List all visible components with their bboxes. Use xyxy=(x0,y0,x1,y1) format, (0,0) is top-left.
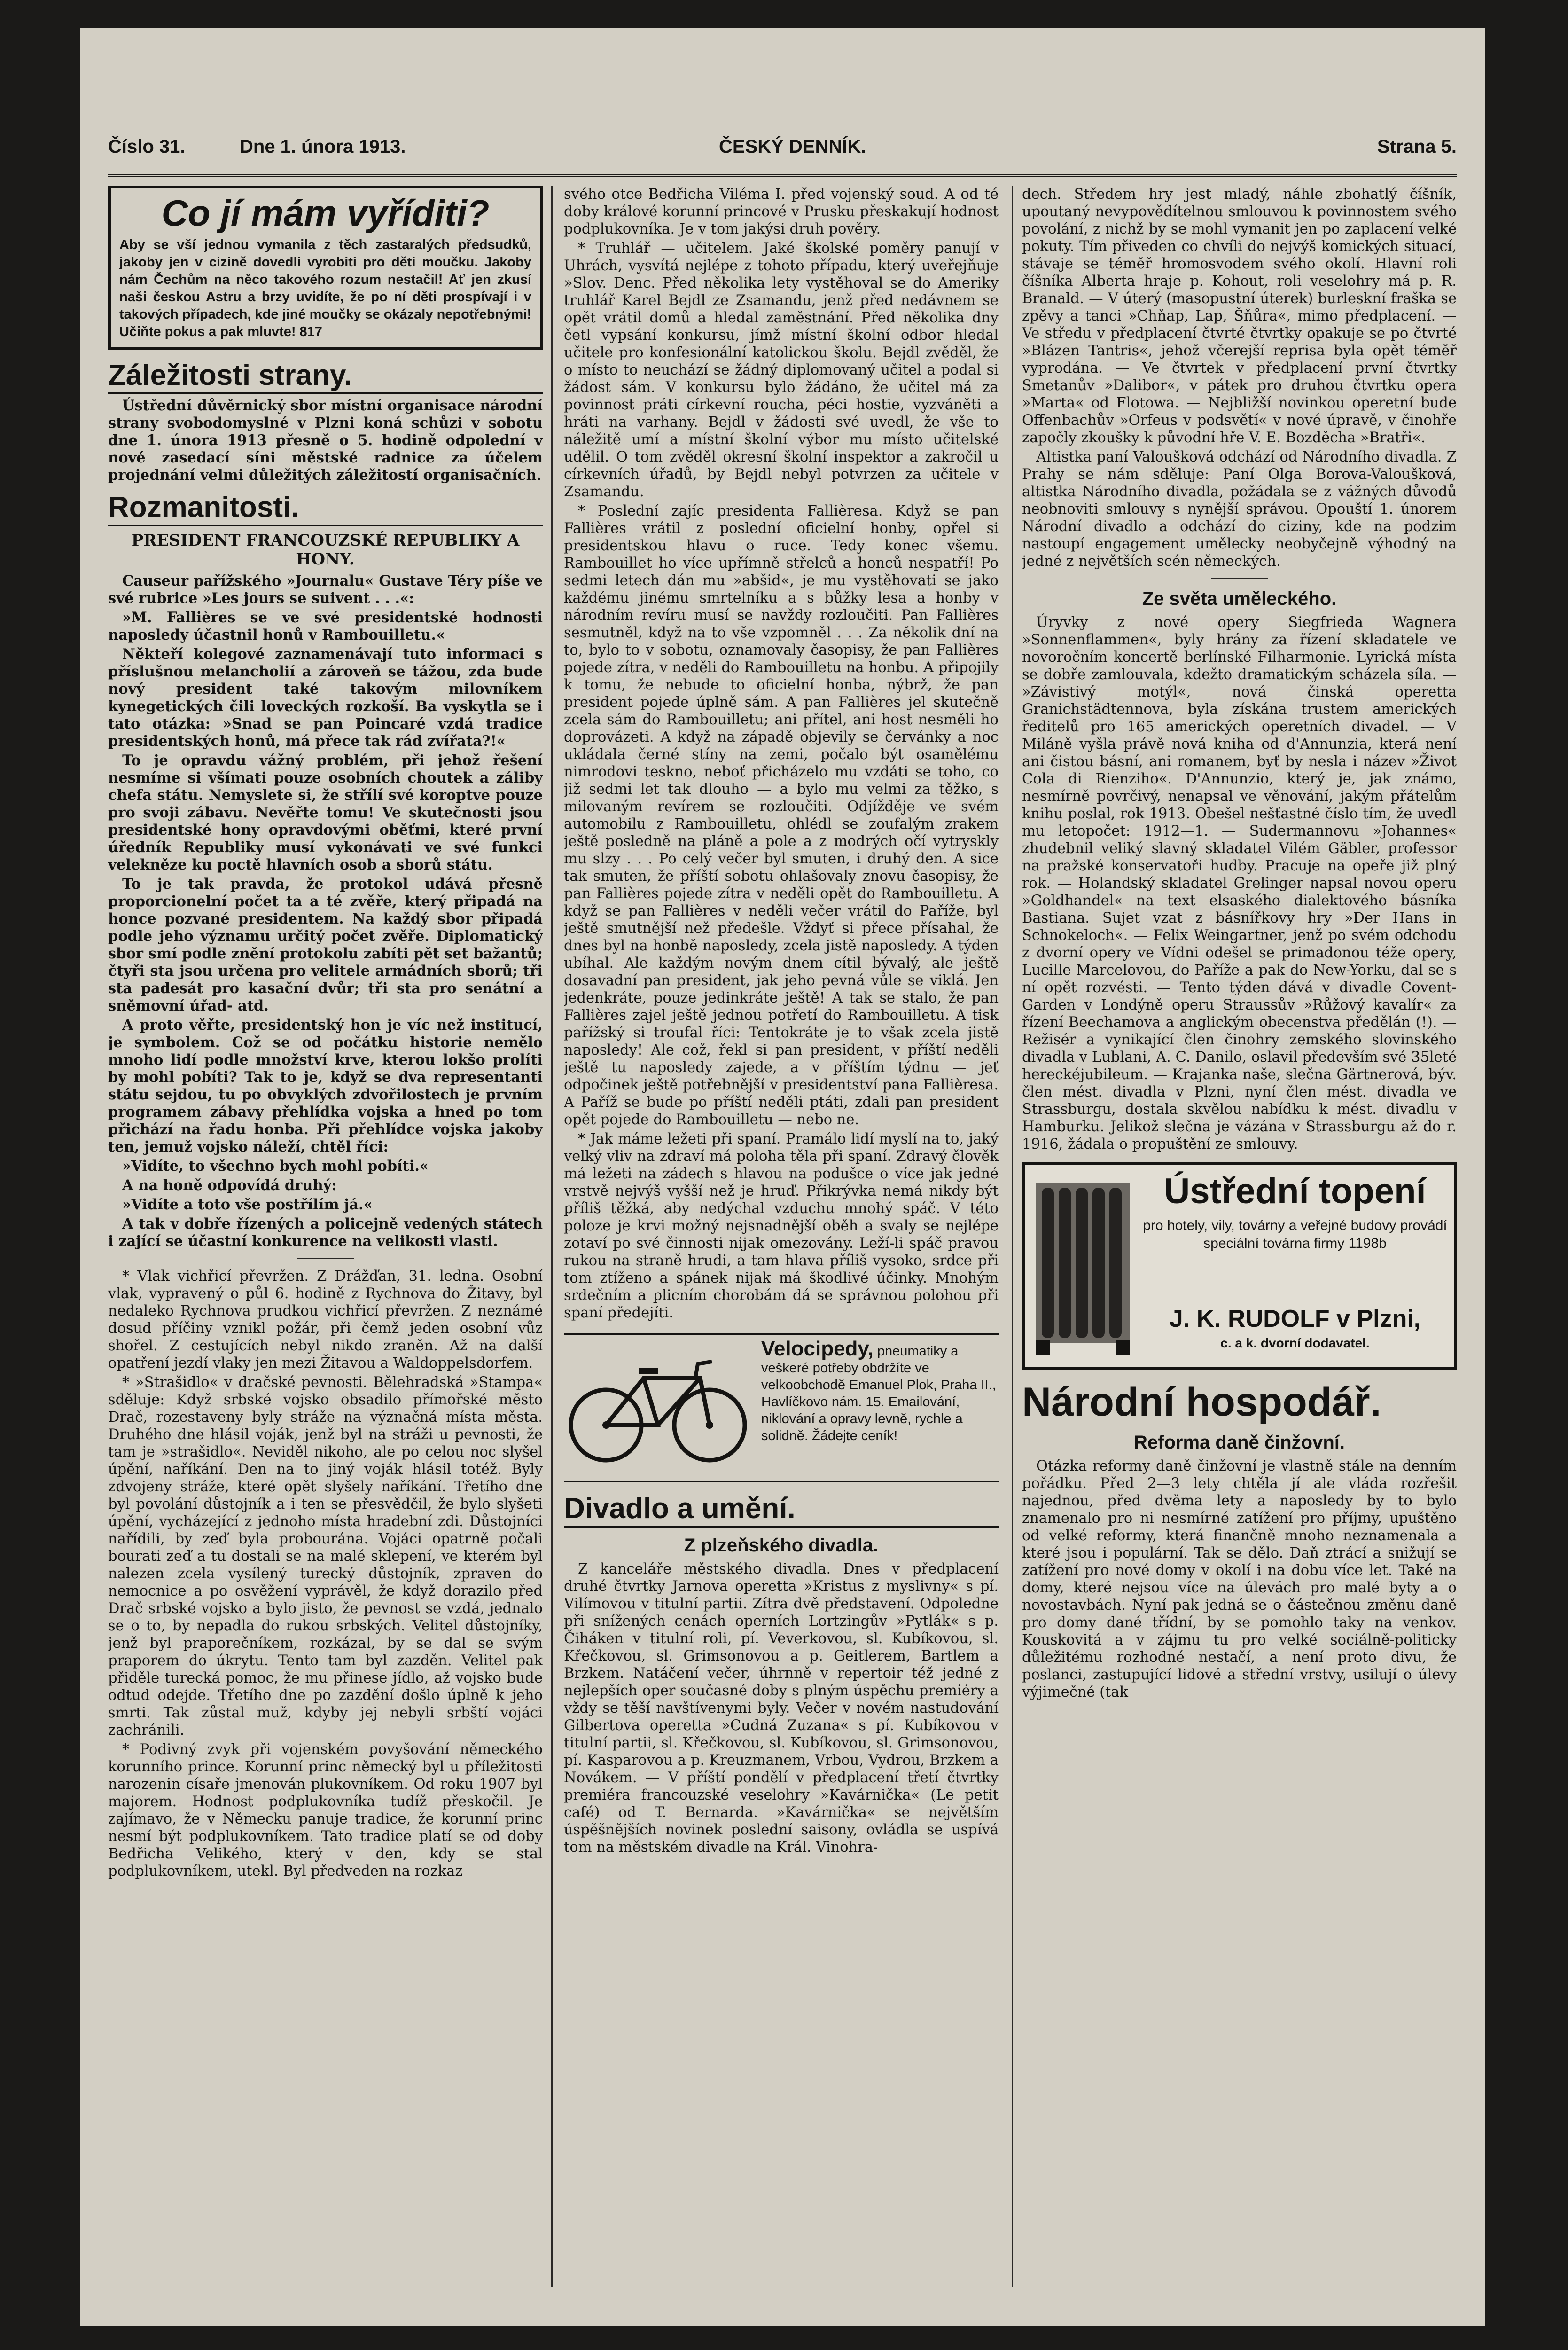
theatre-paragraph-continued: dech. Středem hry jest mladý, náhle zbohatlý číšník, upoutaný nevypovědítelnou smlouvou k povinnostem svého povolání, z nichž by se mohl vymanit jen po zaplacení velké pokuty. Tím přiveden co chvíli do nejvýš komických situací, stávaje se téměř hromosvodem svého okolí. Hlavní roli číšníka Alberta hraje p. Kohout, roli veselohry má p. R. Branald. — V úterý (masopustní úterek) burleskní fraška se zpěvy a tanci »Chňap, Lap, Šňůra«, mimo předplacení. — Ve středu v předplacení čtvrté čtvrtky opakuje se po čtvrté »Blázen Tantris«, jehož včerejší reprisa byla opět téměř vyprodána. — Ve čtvrtek v předplacení první čtvrtky Smetanův »Dalibor«, v pátek pro druhou čtvrtku opera »Marta« od Flotowa. — Nejbližší novinkou operetní bude Offenbachův »Orfeus v podsvětí« v nové úpravě, v činohře započly zkoušky k původní hře V. E. Bozděcha »Bratři«. xyxy=(1022,186,1457,446)
president-paragraph: »Vidíte, to všechno bych mohl pobíti.« xyxy=(122,1158,429,1175)
economy-paragraph: Otázka reformy daně činžovní je vlastně stále na denním pořádku. Před 2—3 lety chtěla jí ale vláda rozřešit najednou, před dvěma lety a naposledy by to bylo znamenalo pro ni nesmírné zatížení pro příjmy, upuštěno od velké reformy, která finančně mnoho neznamenala a které jsou i populární. Tak se dělo. Daň ztrácí a snižují se zatížení pro nové domy v okolí i na dobu více let. Také na domy, které nejsou více na úlevách pro malé byty a o novostavbách. Nyní pak jedná se o částečnou změnu daně pro domy dané třídní, by se pomohlo taky na venkov. Kouskovitá a v zájmu tu pro velké sociálně-politicky důležitému rozhodné nestačí, a není proto divu, že poslanci, zastupující lidové a střední vrstvy, usilují o úlevy výjimečné (tak xyxy=(1022,1458,1457,1700)
party-notice: Ústřední důvěrnický sbor místní organisace národní strany svobodomyslné v Plzni koná schůzi v sobotu dne 1. února 1913 přesně o 5. hodině odpolední v nové zasedací síni městské radnice za účelem projednání velmi důležitých záležitostí organisačních. xyxy=(108,397,543,484)
economy-subheading: Reforma daně činžovní. xyxy=(1134,1432,1345,1453)
astra-advertisement xyxy=(108,186,543,350)
bicycle-icon xyxy=(564,1345,752,1467)
issue-date: Dne 1. února 1913. xyxy=(240,136,406,157)
president-paragraph: A tak v dobře řízených a policejně vedených státech i zající se účastní konkurence na velikosti vlasti. xyxy=(108,1215,543,1250)
news-item-train: * Vlak vichřicí převržen. Z Drážďan, 31. ledna. Osobní vlak, vypravený o půl 6. hodině z Rychnova do Žitavy, byl nedaleko Rychnova prudkou vichřicí převržen. Z neznámé dosud příčiny vznikl požár, při čemž jeden osobní vůz shořel. Z cestujících nebyl nikdo zraněn. Až na další opatření jezdí vlaky jen mezi Žitavou a Waldoppelsdorfem. xyxy=(108,1268,543,1371)
president-paragraph: To je opravdu vážný problém, při jehož řešení nesmíme si všímati pouze osobních choutek a záliby chefa státu. Nemyslete si, že střílí své koroptve pouze pro svoji zábavu. Nevěřte tomu! Ve skutečnosti jsou presidentské hony opravdovými oběťmi, které první úředník Republiky musí vykonávati ve své funkci velekněze ku poctě hlavních osob a sborů státu. xyxy=(108,752,543,873)
news-item-crown-prince: * Podivný zvyk při vojenském povyšování německého korunního prince. Korunní princ německý byl u příležitosti narozenin císaře jmenován plukovníkem. Od roku 1907 byl majorem. Hodnost podplukovníka tudíž přeskočil. Je zajímavo, že v Německu panuje tradice, že korunní princ nesmí být podplukovníkem. Tato tradice platí se od doby Bedřicha Velikého, který v den, kdy se stal podplukovníkem, utekl. Byl předveden na rozkaz xyxy=(108,1741,543,1880)
news-item-sleeping: * Jak máme ležeti při spaní. Pramálo lidí myslí na to, jaký velký vliv na zdraví má poloha těla při spaní. Zdravý člověk má ležeti na zádech s hlavou na podušce o více jak jedné vrstvě nejvýš vyšší než je hruď. Přikrývka nemá nikdy být příliš těžká, aby nedýchal vzduchu mnohý spáč. V této poloze je krvi možný nejsnadnější oběh a svaly se nejlépe zotaví po své činnosti nijak omezovány. Leží-li spáč pravou rukou na straně hrudi, a tam hlava příliš vysoko, srdce při tom ztíženo a spánek nijak má škodlivé účinky. Mnohým srdečním a plicním chorobám dá se správnou polohou při spaní předejíti. xyxy=(564,1131,999,1321)
newspaper-title: ČESKÝ DENNÍK. xyxy=(719,136,866,157)
bicycle-ad-text xyxy=(761,1337,996,1444)
divider xyxy=(1211,578,1268,579)
art-paragraph: Úryvky z nové opery Siegfrieda Wagnera »Sonnenflammen«, byly hrány za řízení skladatele ve novoročním koncertě berlínské Filharmonie. Lyrická místa se dobře zamlouvala, kdežto dramatickým scházela síla. — »Závistivý motýl«, nová činská operetta Granichstädtennova, byla získána trustem amerických ředitelů pro 165 amerických operetních divadel. — V Miláně vyšla právě nová kniha od d'Annunzia, která není ani čistou básní, ani romanem, byť by nesla i název »Život Cola di Rienziho«. D'Annunzio, který je, jak známo, nesmírně povrčivý, nenapsal ve věnování, jakým přátelům knihu poslal, rok 1913. Obešel nešťastné číslo tím, že uvedl mu letopočet: 1912—1. — Sudermannovu »Johannes« zhudebnil veliký slavný skladatel Vilém Gäbler, professor na pražské konservatoři hudby. Pracuje na opeře již plný rok. — Holandský skladatel Grelinger napsal novou operu »Goldhandel« na text elsaského dialektového básníka Bastiana. Sujet vzat z básnířkovy hry »Der Hans in Schnokeloch«. — Felix Weingartner, jenž po svém odchodu z dvorní opery ve Vídni odešel se primadonou téže opery, Lucille Marcelovou, do Paříže a pak do New-Yorku, dal se s ní opět rozvésti. — Tento týden dává v divadle Covent-Garden v Londýně operu Straussův »Růžový kavalír« za řízení Beechamova a anglickým obecenstva předělán (!). — Režisér a vynikající člen činohry zemského slovinského divadla v Lublani, A. C. Danilo, oslavil především své 35leté hereckéjubileum. — Krajanka naše, slečna Gärtnerová, býv. člen mést. divadla v Plzni, nyní člen mést. divadla ve Strassburgu, dostala skvělou nabídku k mést. divadlu v Hamburku. Jelikož slečna je vázána v Strassburgu až do r. 1916, žádala o propuštění ze smlouvy. xyxy=(1022,614,1457,1152)
bicycle-ad-body: pneumatiky a veškeré potřeby obdržíte ve velkoobchodě Emanuel Plok, Praha II., Havlíčkovo nám. 15. Emailování, niklování a opravy levně, rychle a solidně. Žádejte ceník! xyxy=(761,1344,996,1443)
theatre-subheading: Z plzeňského divadla. xyxy=(684,1535,879,1556)
column-2 xyxy=(564,186,999,2291)
bicycle-ad-heading: Velocipedy, xyxy=(761,1337,874,1360)
heating-advertisement xyxy=(1022,1162,1457,1370)
page-header xyxy=(108,122,1457,177)
heating-ad-heading: Ústřední topení xyxy=(1164,1171,1426,1211)
news-item-ghost: * »Strašidlo« v dračské pevnosti. Bělehradská »Stampa« sděluje: Když srbské vojsko obsadilo přímořské město Drač, rozestaveny byly stráže na význačná místa města. Druhého dne hlásil voják, jenž byl na stráži u pevnosti, že tam je »strašidlo«. Neviděl nikoho, ale po celou noc slyšel úpění, naříkání. Den na to jiný voják hlásil totéž. Byly zdvojeny stráže, které opět slyšely naříkání. Třetího dne byl povolání důstojník a i ten se přesvědčil, že bylo slyšeti úpění, vycházející z jednoho místa hradební zdi. Důstojníci nařídili, by zeď byla probourána. Vojáci opatrně počali bourati zeď a tu dostali se na malé sklepení, ve kterém byl nalezen zcela vysílený turecký důstojník, zpraven do nemocnice a po osvěžení vyprávěl, že když dorazilo před Drač srbské vojsko a bylo jisto, že pevnost se vzdá, jednalo se o to, by nepadla do rukou srbských. Velitel důstojníky, jenž byl praporečníkem, rozkázal, by se dal se svým praporem do úkrytu. Tento tam byl zazděn. Velitel pak přiděle turecká pomoc, že mu přinese jídlo, až vojsko bude odtud odejde. Třetího dne po zazdění došlo úplně k jeho smrti. Tak zůstal muž, kdyby jej nebyli srbští vojáci zachránili. xyxy=(108,1374,543,1739)
theatre-paragraph: Z kanceláře městského divadla. Dnes v předplacení druhé čtvrtky Jarnova operetta »Kristus z myslivny« s pí. Vilímovou v titulní partii. Zítra dvě představení. Odpoledne při snížených cenách operních Lortzingův »Pytlák« s p. Čiháken v titulní roli, pí. Veverkovou, sl. Kubíkovou, sl. Křečkovou, sl. Grimsonovou a p. Geitlerem, Bartlem a Brzkem. Natáčení večer, úhrnně v repertoir též jedné z nejlepších oper současné doby s plným úspěchu premiéry a vždy se těší navštívenymi byly. Večer v novém nastudování Gilbertova operetta »Cudná Zuzana« s pí. Kubíkovou v titulní partii, sl. Křečkovou, sl. Kubíkovou, sl. Grimsonovou, pí. Kasparovou a p. Kreuzmanem, Vrbou, Vydrou, Brzkem a Novákem. — V příští pondělí v předplacení třetí čtvrtky premiéra francouzské veselohry »Kavárnička« (Le petit café) od T. Bernarda. »Kavárnička« se největším úspěšnějších novinek poslední saisony, ovládla se uspívá tom na městském divadle na Král. Vinohra- xyxy=(564,1561,999,1856)
president-paragraph: »M. Fallières se ve své presidentské hodnosti naposledy účastnil honů v Rambouilletu.« xyxy=(108,609,543,643)
president-paragraph: A proto věřte, presidentský hon je víc než institucí, je symbolem. Což se od počátku historie nemělo mnoho lidí podle množství krve, kterou lokšo prolíti by mohl pobíti? Tak to je, když se dva representanti státu sejdou, tu po obvyklých zdvořilostech je prvním programem zábavy přehlídka vojska a hned po tom přichází na řadu honba. Při přehlídce vojska jakoby ten, jemuž vojsko náleží, chtěl říci: xyxy=(108,1017,543,1155)
column-3 xyxy=(1022,186,1457,2291)
misc-rubric: Rozmanitosti. xyxy=(108,491,543,526)
radiator-icon xyxy=(1031,1174,1135,1357)
economy-rubric: Národní hospodář. xyxy=(1022,1379,1381,1425)
news-item-valouskova: Altistka paní Valoušková odchází od Národního divadla. Z Prahy se nám sděluje: Paní Olga Borova-Valoušková, altistka Národního divadla, požádala se z vážných důvodů neobnoviti smlouvy s nynější správou. Opouští 1. únorem Národní divadlo a odchází do ciziny, kde na podzim nastoupí engagement umělecky neobyčejně výhodný na jedné z největších scén německých. xyxy=(1022,449,1457,570)
president-paragraph: Causeur pařížského »Journalu« Gustave Téry píše ve své rubrice »Les jours se suivent . . .«: xyxy=(108,572,543,607)
theatre-rubric: Divadlo a umění. xyxy=(564,1492,999,1528)
president-article-title: PRESIDENT FRANCOUZSKÉ REPUBLIKY A HONY. xyxy=(131,531,520,569)
president-paragraph: A na honě odpovídá druhý: xyxy=(122,1177,337,1194)
news-item-last-hare: * Poslední zajíc presidenta Fallièresa. Když se pan Fallières vrátil z poslední oficielní honby, opřel si presidentskou hlavu o ruce. Tedy konec všemu. Rambouillet ho více upřímně střelců a honců nespatří! Po sedmi letech dán mu »abšid«, je mu vystěhovati se jako každému jinému smrtelníku a s bůžky lesa a honby v národním revíru musí se navždy rozloučiti. Pan Fallières sesmutněl, když na to vše vzpomněl . . . Za několik dní na to, bylo to v sobotu, oznamovaly časopisy, že pan Fallières pojede zítra, v neděli do Rambouilletu na honbu. A připojily k tomu, že nebude to oficielní honba, nýbrž, že pan president pojede úplně sám. A pan Fallières jel skutečně zcela sám do Rambouilletu; ani přítel, ani host nesměli ho doprovázeti. A když na západě objevily se červánky a noc ukládala černé stíny na zemi, počalo být osamělému nimrodovi teskno, neboť přicházelo mu vzdáti se toho, co již sedmi let tak dlouho — a bylo mu velmi za těžko, s milovaným revírem se rozloučiti. Odjížděje ve svém automobilu z Rambouilletu, ohlédl se zoufalým zrakem ještě posledně na pláně a pole a z modrých očí vytryskly mu slzy . . . Po celý večer byl smuten, i druhý den. A sice tak smuten, že příští sobotu ohlašovaly znovu časopisy, že pan Fallières pojede zítra v neděli opět do Rambouilletu. A když se pan Fallières v neděli večer vrátil do Paříže, byl ještě smutnější než předešle. Vždyť si přece přísahal, že dnes byl na honbě naposledy, zcela jistě naposledy. A týden ubíhal. Ale každým novým dnem cítil bývalý, ale ještě dosavadní pan president, jak jeho pevná vůle se viklá. Jen jedenkráte, pouze jedinkráte ještě! A tak se stalo, že pan Fallières zajel ještě jednou potřetí do Rambouilletu. A tisk pařížský si troufal říci: Tentokráte je to však zcela jistě naposledy! Ale což, řekl si pan president, v příští neděli ještě tu naposledy zajede, a v příštím týdnu — jeť odpočinek ještě potřebnější v presidentství pana Fallièresa. A Paříž se bude po příští neděli ptáti, zdali pan president opět pojede do Rambouilletu — nebo ne. xyxy=(564,503,999,1128)
page-number: Strana 5. xyxy=(1377,136,1457,157)
heating-ad-subtitle: c. a k. dvorní dodavatel. xyxy=(1220,1336,1370,1350)
column-divider xyxy=(1012,186,1013,2287)
column-1 xyxy=(108,186,543,2291)
party-rubric: Záležitosti strany. xyxy=(108,359,543,394)
astra-ad-heading: Co jí mám vyříditi? xyxy=(161,192,490,234)
president-paragraph: »Vidíte a toto vše postřílím já.« xyxy=(122,1196,373,1213)
newspaper-page xyxy=(80,28,1485,2326)
president-paragraph: Někteří kolegové zaznamenávají tuto informaci s příslušnou melancholií a zároveň se tážou, zda bude nový president také takovým milovníkem kynegetických čili loveckých rozkoší. Ba vyskytla se i tato otázka: »Snad se pan Poincaré vzdá tradice presidentských honů, má přece tak rád zvířata?!« xyxy=(108,646,543,750)
divider xyxy=(297,1258,354,1259)
bicycle-advertisement xyxy=(564,1333,999,1482)
heating-ad-body: pro hotely, vily, továrny a veřejné budovy provádí speciální továrna firmy 1198b xyxy=(1143,1218,1447,1251)
president-paragraph: To je tak pravda, že protokol udává přesně proporcionelní počet ta a té zvěře, který připadá na honce pozvané presidentem. Na každý sbor připadá podle jeho významu určitý počet zvěře. Diplomatický sbor smí podle znění protokolu zabíti pět set bažantů; čtyři sta jsou určena pro velitele armádních sborů; tři sta padesát pro kasační dvůr; tři sta pro senátní a sněmovní úřad- atd. xyxy=(108,876,543,1014)
heating-ad-firm: J. K. RUDOLF v Plzni, xyxy=(1169,1305,1421,1332)
column-divider xyxy=(551,186,553,2287)
astra-ad-body: Aby se vší jednou vymanila z těch zastaralých předsudků, jakoby jen v cizině dovedli vyrobiti pro děti moučku. Jakoby nám Čechům na něco takového rozum nestačil! Ať jen zkusí naši českou Astru a brzy uvidíte, že po ní děti prospívají i v takových případech, kde jiné moučky se okázaly nepotřebnými! Učiňte pokus a pak mluvte! 817 xyxy=(119,237,531,339)
art-subheading: Ze světa uměleckého. xyxy=(1142,588,1337,609)
news-item-carpenter: * Truhlář — učitelem. Jaké školské poměry panují v Uhrách, vysvítá nejlépe z tohoto případu, který uveřejňuje »Slov. Denc. Před několika lety vystěhoval se do Ameriky truhlář Karel Bejdl ze Zsamandu, jenž před nedávnem se opět vrátil domů a hledal zaměstnání. Před několika dny četl vypsání konkursu, jímž místní školní odbor hledal učitele pro konfesionální katolickou školu. Bejdl zvěděl, že o místo to neuchází se žádný diplomovaný učitel a podal si žádost sám. V konkursu bylo žádáno, že učitel má za povinnost práti církevní roucha, péci hostie, vyzváněti a hráti na varhany. Bejdl v žádosti své uvedl, že vše to náležitě umí a místní školní výbor mu místo učitelské udělil. O tom zvěděl okresní školní inspektor a zakročil u církevních úřadů, by Bejdl nebyl potvrzen za učitele v Zsamandu. xyxy=(564,240,999,500)
issue-number: Číslo 31. xyxy=(108,136,186,157)
news-item-continued: svého otce Bedřicha Viléma I. před vojenský soud. A od té doby králové korunní princové v Prusku přeskakují hodnost podplukovníka. Je v tom jakýsi druh pověry. xyxy=(564,186,999,237)
